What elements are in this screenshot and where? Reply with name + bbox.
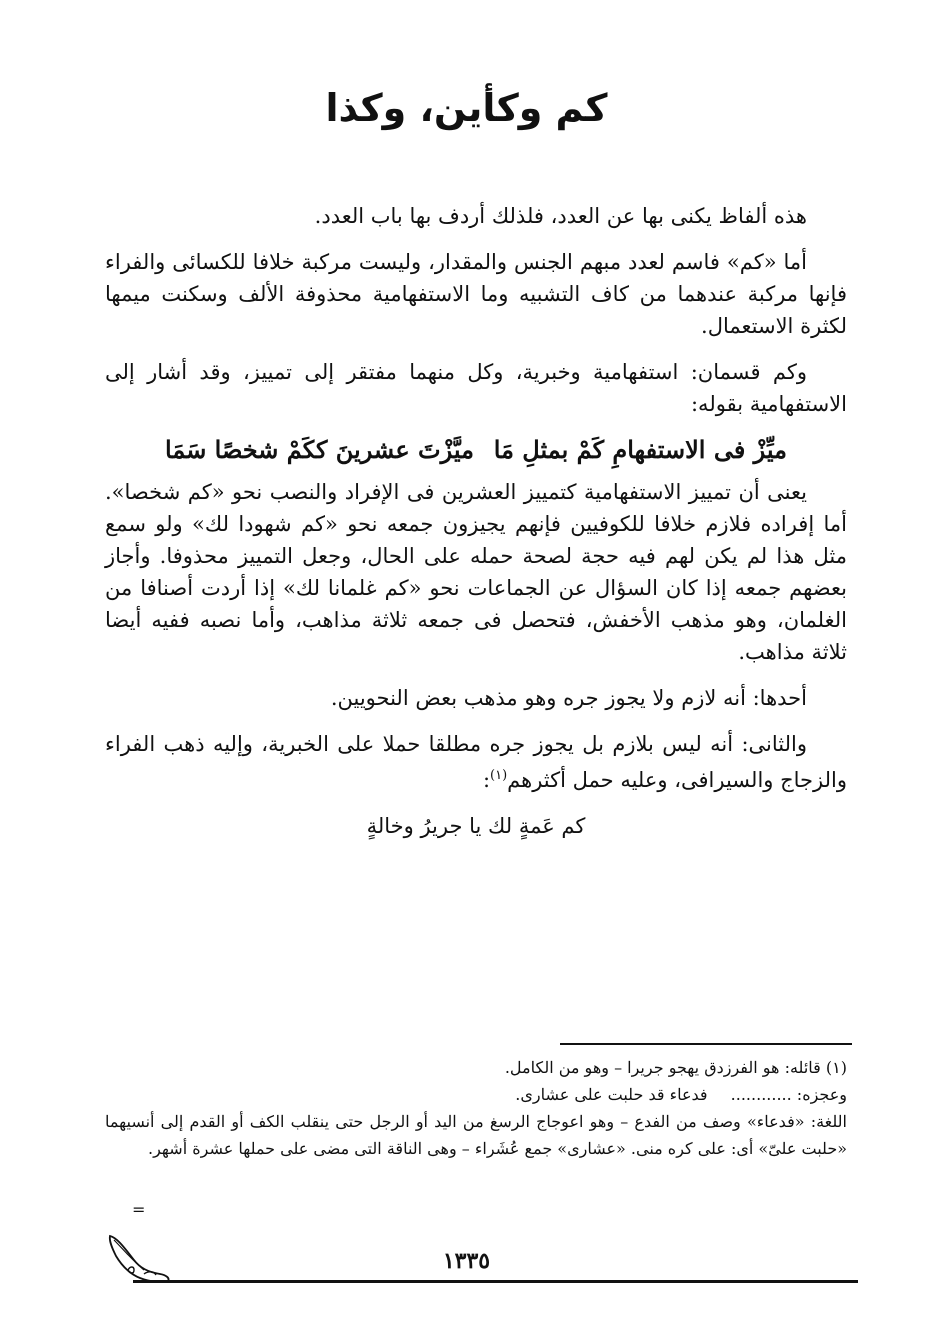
footnote-reference[interactable]: (١) — [490, 768, 508, 783]
verse-first-hemistich: ميِّزْ فى الاستفهامِ كَمْ بمثلِ مَا — [493, 435, 787, 464]
verse-second-hemistich: ميَّزْتَ عشرينَ ككَمْ شخصًا سَمَا — [165, 435, 474, 464]
footnote-separator — [560, 1043, 852, 1045]
poem-quotation: كم عَمةٍ لك يا جريرُ وخالةٍ — [366, 814, 586, 838]
paragraph-second-opinion — [105, 728, 847, 796]
paragraph-intro: هذه ألفاظ يكنى بها عن العدد، فلذلك أردف بها باب العدد. — [314, 204, 807, 228]
page-number: ١٣٣٥ — [442, 1248, 491, 1274]
footnotes — [105, 1054, 847, 1162]
main-text — [105, 200, 847, 842]
paragraph-kam-types: وكم قسمان: استفهامية وخبرية، وكل منهما مفتقر إلى تمييز، وقد أشار إلى الاستفهامية بقوله: — [105, 360, 847, 416]
paragraph-explanation: يعنى أن تمييز الاستفهامية كتمييز العشرين فى الإفراد والنصب نحو «كم شخصا». أما إفراده فلازم خلافا للكوفيين فإنهم يجيزون جمعه نحو «كم شهودا لك» ولو سمع مثل هذا لم يكن لهم فيه حجة لصحة حمله على الحال، وجعل التمييز محذوفا. وأجاز بعضهم جمعه إذا كان السؤال عن الجماعات نحو «كم غلمانا لك» إذا أردت أصنافا من الغلمان، وهو مذهب الأخفش، فتحصل فى جمعه ثلاثة مذاهب، وأما نصبه ففيه أيضا ثلاثة مذاهب. — [105, 480, 847, 664]
continuation-mark: = — [132, 1200, 146, 1219]
footnote-1-hemistich — [105, 1081, 847, 1108]
second-opinion-colon: : — [482, 768, 491, 792]
footnote-hemistich-label: وعجزه: — [796, 1085, 847, 1104]
paragraph-kam-definition: أما «كم» فاسم لعدد مبهم الجنس والمقدار، وليست مركبة خلافا للكسائى والفراء فإنها مركبة عندهما من كاف التشبيه وما الاستفهامية محذوفة الألف وسكنت ميمها لكثرة الاستعمال. — [105, 250, 847, 338]
footnote-1-attribution: (١) قائله: هو الفرزدق يهجو جريرا – وهو من الكامل. — [504, 1058, 847, 1077]
footnote-ellipsis: ............ — [730, 1085, 792, 1104]
footnote-1-language: اللغة: «فدعاء» وصف من الفدع – وهو اعوجاج الرسغ من اليد أو الرجل حتى ينقلب الكف أو القدم إلى أنسيهما «حلبت علىّ» أى: على كره منى. «عشارى» جمع عُشَراء – وهى الناقة التى مضى على حملها عشرة أشهر. — [105, 1112, 847, 1158]
bottom-rule — [133, 1280, 858, 1283]
footnote-hemistich-text: فدعاء قد حلبت على عشارى. — [515, 1085, 708, 1104]
page-title: كم وكأين، وكذا — [325, 86, 608, 130]
second-opinion-text: والثانى: أنه ليس بلازم بل يجوز جره مطلقا حملا على الخبرية، وإليه ذهب الفراء والزجاج والسيرافى، وعليه حمل أكثرهم — [105, 732, 847, 792]
paragraph-first-opinion: أحدها: أنه لازم ولا يجوز جره وهو مذهب بعض النحويين. — [330, 686, 807, 710]
verse — [165, 434, 787, 466]
